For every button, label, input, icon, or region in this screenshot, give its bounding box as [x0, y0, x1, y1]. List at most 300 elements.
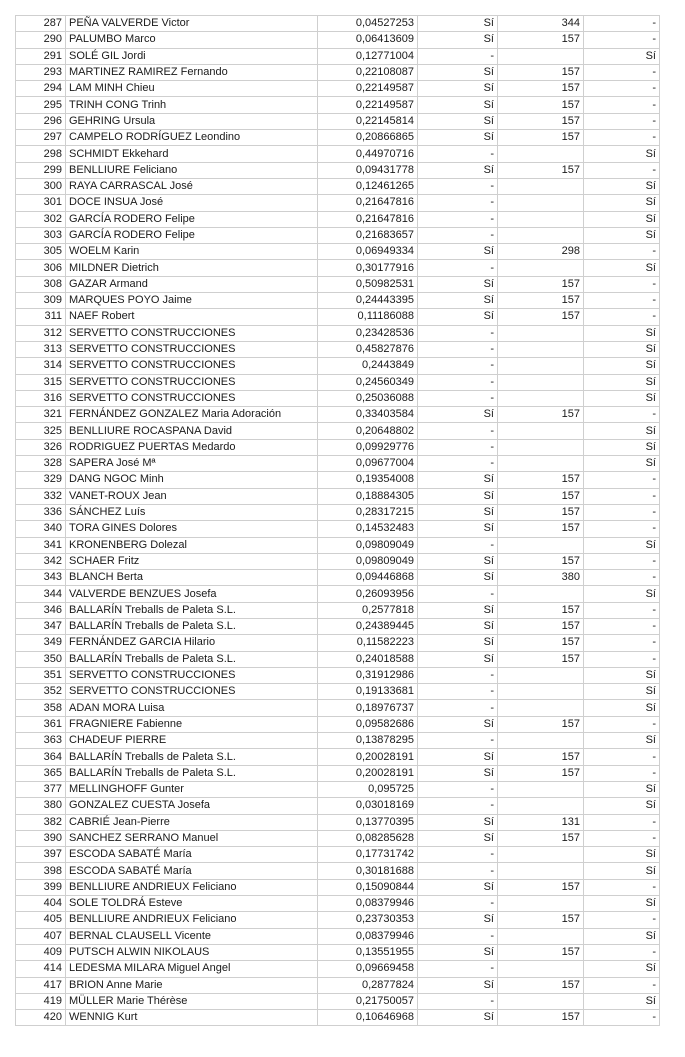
row-flag-cell: Sí	[418, 814, 498, 830]
row-value-cell: 0,14532483	[318, 521, 418, 537]
table-row	[16, 749, 660, 765]
table-row	[16, 700, 660, 716]
row-value-cell: 0,15090844	[318, 879, 418, 895]
row-name-cell: BENLLIURE Feliciano	[66, 162, 318, 178]
row-ref-cell: 157	[498, 651, 584, 667]
table-row	[16, 178, 660, 194]
row-alt-cell: -	[584, 130, 660, 146]
row-alt-cell: Sí	[584, 423, 660, 439]
row-ref-cell: 157	[498, 407, 584, 423]
row-alt-cell: Sí	[584, 374, 660, 390]
row-value-cell: 0,09431778	[318, 162, 418, 178]
row-id-cell: 325	[16, 423, 66, 439]
row-value-cell: 0,30177916	[318, 260, 418, 276]
row-ref-cell	[498, 260, 584, 276]
row-flag-cell: -	[418, 227, 498, 243]
row-alt-cell: Sí	[584, 178, 660, 194]
row-name-cell: SAPERA José Mª	[66, 456, 318, 472]
row-name-cell: TORA GINES Dolores	[66, 521, 318, 537]
row-id-cell: 407	[16, 928, 66, 944]
row-name-cell: MILDNER Dietrich	[66, 260, 318, 276]
row-name-cell: FRAGNIERE Fabienne	[66, 716, 318, 732]
row-name-cell: ESCODA SABATÉ María	[66, 863, 318, 879]
row-flag-cell: Sí	[418, 293, 498, 309]
table-row	[16, 814, 660, 830]
row-name-cell: WOELM Karin	[66, 244, 318, 260]
row-flag-cell: -	[418, 684, 498, 700]
row-alt-cell: -	[584, 81, 660, 97]
row-name-cell: GARCÍA RODERO Felipe	[66, 227, 318, 243]
table-row	[16, 684, 660, 700]
table-row	[16, 81, 660, 97]
row-name-cell: BRION Anne Marie	[66, 977, 318, 993]
row-value-cell: 0,20028191	[318, 765, 418, 781]
row-name-cell: BENLLIURE ROCASPANA David	[66, 423, 318, 439]
row-ref-cell: 157	[498, 309, 584, 325]
row-ref-cell	[498, 374, 584, 390]
row-name-cell: BALLARÍN Treballs de Paleta S.L.	[66, 765, 318, 781]
row-id-cell: 344	[16, 586, 66, 602]
row-value-cell: 0,21647816	[318, 211, 418, 227]
row-flag-cell: Sí	[418, 553, 498, 569]
table-row	[16, 293, 660, 309]
row-alt-cell: -	[584, 244, 660, 260]
row-value-cell: 0,21683657	[318, 227, 418, 243]
row-id-cell: 294	[16, 81, 66, 97]
table-row	[16, 407, 660, 423]
row-name-cell: SÁNCHEZ Luís	[66, 504, 318, 520]
row-value-cell: 0,095725	[318, 781, 418, 797]
row-value-cell: 0,23730353	[318, 912, 418, 928]
row-ref-cell	[498, 358, 584, 374]
row-value-cell: 0,22108087	[318, 64, 418, 80]
row-value-cell: 0,17731742	[318, 847, 418, 863]
row-name-cell: SERVETTO CONSTRUCCIONES	[66, 684, 318, 700]
row-flag-cell: Sí	[418, 64, 498, 80]
row-alt-cell: -	[584, 16, 660, 32]
row-flag-cell: -	[418, 374, 498, 390]
row-alt-cell: -	[584, 521, 660, 537]
row-ref-cell: 157	[498, 472, 584, 488]
table-row	[16, 244, 660, 260]
row-name-cell: BALLARÍN Treballs de Paleta S.L.	[66, 749, 318, 765]
row-ref-cell	[498, 798, 584, 814]
table-row	[16, 423, 660, 439]
row-id-cell: 303	[16, 227, 66, 243]
row-alt-cell: -	[584, 570, 660, 586]
table-row	[16, 537, 660, 553]
row-alt-cell: -	[584, 162, 660, 178]
row-alt-cell: -	[584, 651, 660, 667]
row-id-cell: 297	[16, 130, 66, 146]
table-row	[16, 227, 660, 243]
row-value-cell: 0,09669458	[318, 961, 418, 977]
row-name-cell: MARTINEZ RAMIREZ Fernando	[66, 64, 318, 80]
row-ref-cell	[498, 896, 584, 912]
row-value-cell: 0,06413609	[318, 32, 418, 48]
row-ref-cell	[498, 961, 584, 977]
row-name-cell: TRINH CONG Trinh	[66, 97, 318, 113]
row-name-cell: GONZALEZ CUESTA Josefa	[66, 798, 318, 814]
row-flag-cell: Sí	[418, 244, 498, 260]
row-id-cell: 299	[16, 162, 66, 178]
row-flag-cell: Sí	[418, 830, 498, 846]
row-flag-cell: -	[418, 781, 498, 797]
table-row	[16, 48, 660, 64]
row-name-cell: LAM MINH Chieu	[66, 81, 318, 97]
row-value-cell: 0,09582686	[318, 716, 418, 732]
row-value-cell: 0,22149587	[318, 97, 418, 113]
row-name-cell: MELLINGHOFF Gunter	[66, 781, 318, 797]
row-id-cell: 290	[16, 32, 66, 48]
row-alt-cell: Sí	[584, 667, 660, 683]
row-value-cell: 0,09809049	[318, 537, 418, 553]
row-id-cell: 380	[16, 798, 66, 814]
row-name-cell: GEHRING Ursula	[66, 113, 318, 129]
row-alt-cell: -	[584, 618, 660, 634]
row-ref-cell: 131	[498, 814, 584, 830]
row-ref-cell: 157	[498, 618, 584, 634]
row-id-cell: 399	[16, 879, 66, 895]
row-alt-cell: -	[584, 977, 660, 993]
row-flag-cell: -	[418, 667, 498, 683]
row-value-cell: 0,09677004	[318, 456, 418, 472]
row-alt-cell: Sí	[584, 700, 660, 716]
row-flag-cell: -	[418, 439, 498, 455]
row-value-cell: 0,25036088	[318, 390, 418, 406]
row-ref-cell: 157	[498, 912, 584, 928]
row-alt-cell: Sí	[584, 195, 660, 211]
row-flag-cell: Sí	[418, 276, 498, 292]
row-ref-cell: 157	[498, 81, 584, 97]
row-flag-cell: Sí	[418, 749, 498, 765]
row-flag-cell: -	[418, 456, 498, 472]
row-value-cell: 0,18884305	[318, 488, 418, 504]
row-value-cell: 0,11582223	[318, 635, 418, 651]
row-alt-cell: -	[584, 113, 660, 129]
row-flag-cell: Sí	[418, 113, 498, 129]
row-alt-cell: -	[584, 32, 660, 48]
row-value-cell: 0,22145814	[318, 113, 418, 129]
row-value-cell: 0,2443849	[318, 358, 418, 374]
row-name-cell: PALUMBO Marco	[66, 32, 318, 48]
row-value-cell: 0,26093956	[318, 586, 418, 602]
row-id-cell: 302	[16, 211, 66, 227]
row-flag-cell: Sí	[418, 309, 498, 325]
row-name-cell: CHADEUF PIERRE	[66, 733, 318, 749]
row-ref-cell: 298	[498, 244, 584, 260]
row-ref-cell: 157	[498, 944, 584, 960]
table-row	[16, 912, 660, 928]
row-name-cell: SERVETTO CONSTRUCCIONES	[66, 341, 318, 357]
row-flag-cell: -	[418, 390, 498, 406]
row-ref-cell	[498, 684, 584, 700]
table-row	[16, 439, 660, 455]
row-flag-cell: Sí	[418, 944, 498, 960]
table-row	[16, 146, 660, 162]
row-value-cell: 0,13878295	[318, 733, 418, 749]
row-alt-cell: -	[584, 64, 660, 80]
row-name-cell: BLANCH Berta	[66, 570, 318, 586]
row-value-cell: 0,12771004	[318, 48, 418, 64]
row-id-cell: 313	[16, 341, 66, 357]
row-flag-cell: Sí	[418, 32, 498, 48]
row-alt-cell: Sí	[584, 537, 660, 553]
row-ref-cell: 157	[498, 162, 584, 178]
row-id-cell: 326	[16, 439, 66, 455]
row-value-cell: 0,30181688	[318, 863, 418, 879]
row-ref-cell: 380	[498, 570, 584, 586]
table-row	[16, 488, 660, 504]
row-id-cell: 390	[16, 830, 66, 846]
table-row	[16, 977, 660, 993]
row-flag-cell: Sí	[418, 521, 498, 537]
row-alt-cell: Sí	[584, 733, 660, 749]
row-name-cell: ESCODA SABATÉ María	[66, 847, 318, 863]
row-flag-cell: Sí	[418, 1010, 498, 1026]
row-alt-cell: -	[584, 1010, 660, 1026]
row-ref-cell: 157	[498, 749, 584, 765]
row-value-cell: 0,45827876	[318, 341, 418, 357]
row-value-cell: 0,19354008	[318, 472, 418, 488]
table-row	[16, 830, 660, 846]
row-alt-cell: Sí	[584, 146, 660, 162]
row-alt-cell: -	[584, 716, 660, 732]
row-alt-cell: Sí	[584, 439, 660, 455]
row-ref-cell: 157	[498, 488, 584, 504]
row-alt-cell: Sí	[584, 798, 660, 814]
row-name-cell: SERVETTO CONSTRUCCIONES	[66, 325, 318, 341]
row-id-cell: 301	[16, 195, 66, 211]
table-row	[16, 195, 660, 211]
row-flag-cell: Sí	[418, 130, 498, 146]
row-value-cell: 0,09809049	[318, 553, 418, 569]
table-row	[16, 896, 660, 912]
row-flag-cell: -	[418, 733, 498, 749]
row-value-cell: 0,08285628	[318, 830, 418, 846]
row-ref-cell: 157	[498, 765, 584, 781]
row-alt-cell: -	[584, 407, 660, 423]
row-name-cell: KRONENBERG Dolezal	[66, 537, 318, 553]
row-value-cell: 0,18976737	[318, 700, 418, 716]
row-id-cell: 340	[16, 521, 66, 537]
row-ref-cell: 157	[498, 521, 584, 537]
table-row	[16, 993, 660, 1009]
row-ref-cell	[498, 700, 584, 716]
row-id-cell: 397	[16, 847, 66, 863]
row-ref-cell: 157	[498, 130, 584, 146]
table-row	[16, 618, 660, 634]
row-ref-cell: 157	[498, 276, 584, 292]
table-row	[16, 847, 660, 863]
table-row	[16, 130, 660, 146]
row-value-cell: 0,12461265	[318, 178, 418, 194]
row-name-cell: PUTSCH ALWIN NIKOLAUS	[66, 944, 318, 960]
row-alt-cell: Sí	[584, 863, 660, 879]
row-id-cell: 312	[16, 325, 66, 341]
row-name-cell: GAZAR Armand	[66, 276, 318, 292]
row-alt-cell: Sí	[584, 961, 660, 977]
row-id-cell: 287	[16, 16, 66, 32]
row-alt-cell: Sí	[584, 928, 660, 944]
table-row	[16, 635, 660, 651]
row-name-cell: PEÑA VALVERDE Victor	[66, 16, 318, 32]
row-id-cell: 365	[16, 765, 66, 781]
row-id-cell: 382	[16, 814, 66, 830]
row-value-cell: 0,24018588	[318, 651, 418, 667]
row-name-cell: MARQUES POYO Jaime	[66, 293, 318, 309]
row-id-cell: 296	[16, 113, 66, 129]
table-row	[16, 879, 660, 895]
row-value-cell: 0,2577818	[318, 602, 418, 618]
row-value-cell: 0,20028191	[318, 749, 418, 765]
row-value-cell: 0,09446868	[318, 570, 418, 586]
row-value-cell: 0,09929776	[318, 439, 418, 455]
row-name-cell: DANG NGOC Minh	[66, 472, 318, 488]
row-ref-cell	[498, 423, 584, 439]
table-row	[16, 341, 660, 357]
row-ref-cell	[498, 537, 584, 553]
row-flag-cell: -	[418, 847, 498, 863]
row-flag-cell: Sí	[418, 162, 498, 178]
row-value-cell: 0,08379946	[318, 928, 418, 944]
row-alt-cell: Sí	[584, 358, 660, 374]
row-ref-cell: 157	[498, 64, 584, 80]
row-ref-cell	[498, 390, 584, 406]
row-id-cell: 364	[16, 749, 66, 765]
row-alt-cell: -	[584, 879, 660, 895]
row-id-cell: 363	[16, 733, 66, 749]
row-alt-cell: Sí	[584, 456, 660, 472]
row-name-cell: BALLARÍN Treballs de Paleta S.L.	[66, 602, 318, 618]
row-flag-cell: Sí	[418, 81, 498, 97]
row-value-cell: 0,23428536	[318, 325, 418, 341]
row-flag-cell: -	[418, 341, 498, 357]
row-id-cell: 349	[16, 635, 66, 651]
row-value-cell: 0,04527253	[318, 16, 418, 32]
row-value-cell: 0,13551955	[318, 944, 418, 960]
row-ref-cell	[498, 586, 584, 602]
row-name-cell: SCHMIDT Ekkehard	[66, 146, 318, 162]
table-row	[16, 667, 660, 683]
row-flag-cell: Sí	[418, 651, 498, 667]
row-ref-cell	[498, 146, 584, 162]
table-row	[16, 928, 660, 944]
table-row	[16, 325, 660, 341]
row-alt-cell: -	[584, 765, 660, 781]
row-name-cell: RAYA CARRASCAL José	[66, 178, 318, 194]
row-name-cell: SOLÉ GIL Jordi	[66, 48, 318, 64]
row-name-cell: VALVERDE BENZUES Josefa	[66, 586, 318, 602]
row-name-cell: SCHAER Fritz	[66, 553, 318, 569]
table-row	[16, 260, 660, 276]
row-flag-cell: -	[418, 325, 498, 341]
row-flag-cell: -	[418, 358, 498, 374]
row-alt-cell: Sí	[584, 684, 660, 700]
row-id-cell: 306	[16, 260, 66, 276]
table-row	[16, 521, 660, 537]
row-name-cell: FERNÁNDEZ GONZALEZ Maria Adoración	[66, 407, 318, 423]
table-row	[16, 162, 660, 178]
row-name-cell: ADAN MORA Luisa	[66, 700, 318, 716]
row-flag-cell: Sí	[418, 97, 498, 113]
row-flag-cell: Sí	[418, 765, 498, 781]
row-ref-cell	[498, 211, 584, 227]
row-alt-cell: Sí	[584, 341, 660, 357]
row-id-cell: 350	[16, 651, 66, 667]
row-ref-cell	[498, 178, 584, 194]
row-ref-cell: 157	[498, 830, 584, 846]
row-alt-cell: Sí	[584, 48, 660, 64]
table-row	[16, 1010, 660, 1026]
table-row	[16, 651, 660, 667]
row-id-cell: 420	[16, 1010, 66, 1026]
row-value-cell: 0,06949334	[318, 244, 418, 260]
row-value-cell: 0,08379946	[318, 896, 418, 912]
row-flag-cell: Sí	[418, 879, 498, 895]
data-table	[15, 15, 660, 1026]
row-name-cell: SERVETTO CONSTRUCCIONES	[66, 358, 318, 374]
row-id-cell: 419	[16, 993, 66, 1009]
row-alt-cell: Sí	[584, 586, 660, 602]
row-ref-cell	[498, 733, 584, 749]
row-flag-cell: -	[418, 586, 498, 602]
row-name-cell: CABRIÉ Jean-Pierre	[66, 814, 318, 830]
row-id-cell: 300	[16, 178, 66, 194]
row-alt-cell: -	[584, 635, 660, 651]
row-name-cell: SOLE TOLDRÁ Esteve	[66, 896, 318, 912]
row-id-cell: 305	[16, 244, 66, 260]
table-row	[16, 358, 660, 374]
row-flag-cell: Sí	[418, 618, 498, 634]
row-id-cell: 361	[16, 716, 66, 732]
table-row	[16, 716, 660, 732]
row-name-cell: BALLARÍN Treballs de Paleta S.L.	[66, 618, 318, 634]
row-flag-cell: Sí	[418, 16, 498, 32]
row-ref-cell: 157	[498, 32, 584, 48]
row-id-cell: 336	[16, 504, 66, 520]
row-alt-cell: -	[584, 830, 660, 846]
table-row	[16, 64, 660, 80]
row-flag-cell: -	[418, 961, 498, 977]
row-id-cell: 311	[16, 309, 66, 325]
row-id-cell: 341	[16, 537, 66, 553]
row-alt-cell: Sí	[584, 260, 660, 276]
table-row	[16, 504, 660, 520]
row-flag-cell: Sí	[418, 635, 498, 651]
row-flag-cell: Sí	[418, 912, 498, 928]
row-flag-cell: Sí	[418, 716, 498, 732]
row-name-cell: BENLLIURE ANDRIEUX Feliciano	[66, 879, 318, 895]
row-ref-cell	[498, 847, 584, 863]
table-row	[16, 798, 660, 814]
row-value-cell: 0,28317215	[318, 504, 418, 520]
row-name-cell: BALLARÍN Treballs de Paleta S.L.	[66, 651, 318, 667]
row-value-cell: 0,2877824	[318, 977, 418, 993]
row-id-cell: 358	[16, 700, 66, 716]
row-ref-cell	[498, 781, 584, 797]
table-row	[16, 733, 660, 749]
row-ref-cell	[498, 195, 584, 211]
row-name-cell: SERVETTO CONSTRUCCIONES	[66, 667, 318, 683]
row-alt-cell: -	[584, 602, 660, 618]
row-alt-cell: -	[584, 944, 660, 960]
row-alt-cell: Sí	[584, 847, 660, 863]
row-id-cell: 342	[16, 553, 66, 569]
row-flag-cell: -	[418, 537, 498, 553]
table-row	[16, 309, 660, 325]
row-ref-cell: 344	[498, 16, 584, 32]
